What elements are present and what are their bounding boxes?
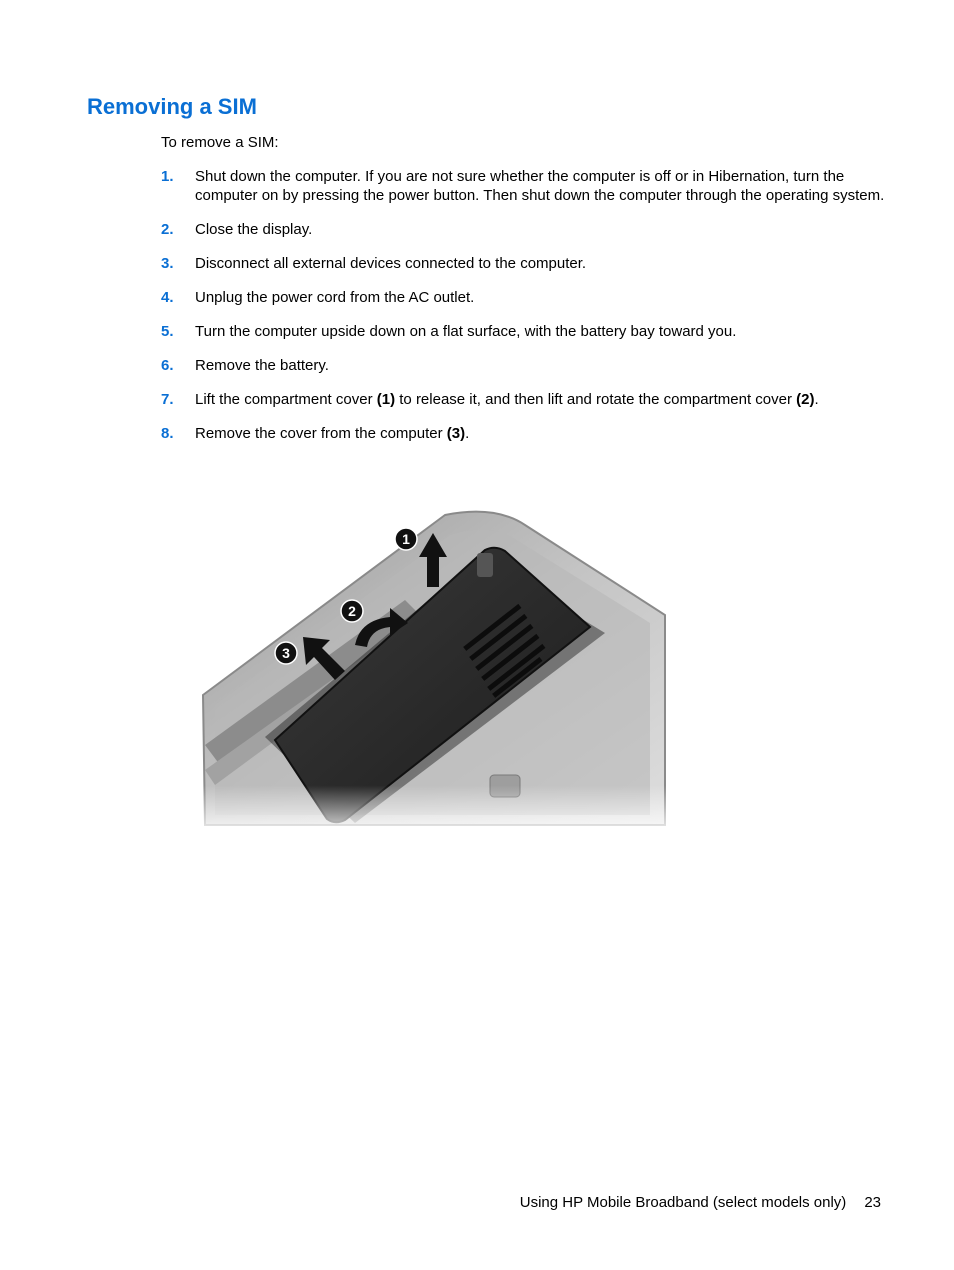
step-number: 7. bbox=[161, 391, 174, 408]
sim-cover-illustration bbox=[195, 505, 675, 835]
step-number: 5. bbox=[161, 323, 174, 340]
step-text bbox=[195, 391, 819, 408]
section-heading: Removing a SIM bbox=[87, 94, 257, 119]
step-text-part: Close the display. bbox=[195, 221, 313, 238]
step-text-part: Shut down the computer. If you are not sure whether the computer is off or in Hibernation, turn the computer on by pressing the power button. Then shut down the computer through the operating system. bbox=[195, 168, 885, 204]
step-text-part: Turn the computer upside down on a flat surface, with the battery bay toward you. bbox=[195, 323, 737, 340]
step-item bbox=[161, 390, 891, 409]
callout-3 bbox=[275, 642, 297, 664]
intro-text: To remove a SIM: bbox=[161, 134, 279, 151]
step-number: 8. bbox=[161, 425, 174, 442]
step-text bbox=[195, 323, 736, 340]
step-text bbox=[195, 168, 884, 204]
step-text-part: . bbox=[814, 391, 819, 408]
page-footer bbox=[520, 1193, 881, 1212]
step-text bbox=[195, 357, 329, 374]
callout-2-label: 2 bbox=[348, 603, 356, 619]
step-item bbox=[161, 424, 891, 443]
step-text-part: Remove the cover from the computer bbox=[195, 425, 447, 442]
callout-3-label: 3 bbox=[282, 645, 290, 661]
step-item bbox=[161, 322, 891, 341]
step-item bbox=[161, 220, 891, 239]
step-item bbox=[161, 356, 891, 375]
step-text-part: Unplug the power cord from the AC outlet. bbox=[195, 289, 475, 306]
step-text bbox=[195, 221, 312, 238]
step-text-part: to release it, and then lift and rotate the compartment cover bbox=[395, 391, 797, 408]
callout-2 bbox=[341, 600, 363, 622]
callout-1-label: 1 bbox=[402, 531, 410, 547]
step-item bbox=[161, 254, 891, 273]
step-text bbox=[195, 255, 586, 272]
step-text-part: Lift the compartment cover bbox=[195, 391, 377, 408]
footer-title: Using HP Mobile Broadband (select models only) bbox=[519, 1194, 847, 1211]
step-item bbox=[161, 288, 891, 307]
step-number: 4. bbox=[161, 289, 174, 306]
step-text-part: Remove the battery. bbox=[195, 357, 329, 374]
step-text bbox=[195, 425, 469, 442]
step-number: 3. bbox=[161, 255, 174, 272]
step-callout-ref: (3) bbox=[446, 425, 466, 442]
step-item bbox=[161, 167, 891, 205]
step-text-part: Disconnect all external devices connected to the computer. bbox=[195, 255, 587, 272]
step-text-part: . bbox=[465, 425, 470, 442]
step-callout-ref: (2) bbox=[796, 391, 815, 408]
step-callout-ref: (1) bbox=[376, 391, 396, 408]
laptop-bottom-photo bbox=[195, 505, 675, 835]
step-number: 2. bbox=[161, 221, 174, 238]
step-number: 1. bbox=[161, 168, 174, 185]
step-text bbox=[195, 289, 474, 306]
page-number: 23 bbox=[864, 1194, 881, 1211]
steps-list bbox=[161, 167, 891, 458]
callout-1 bbox=[395, 528, 417, 550]
step-number: 6. bbox=[161, 357, 174, 374]
